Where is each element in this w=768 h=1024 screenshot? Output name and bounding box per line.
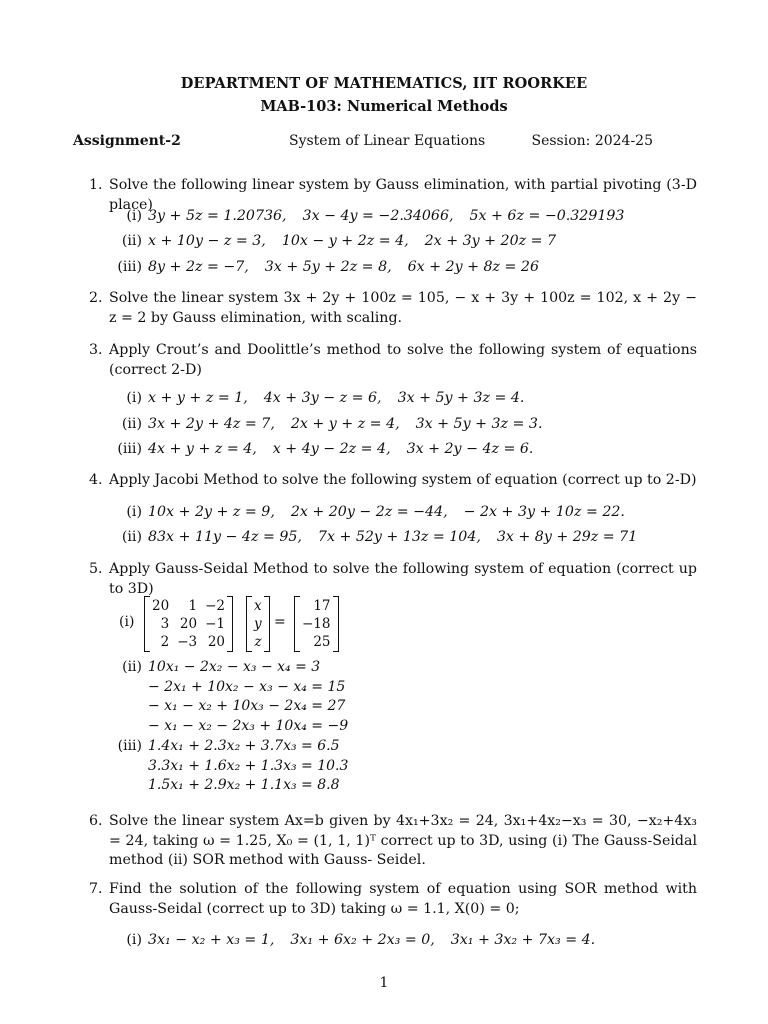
vector-cell: y [254,616,262,632]
matrix-cell: 3 [160,616,170,632]
question-number: 6. [89,813,103,829]
rhs-vector [294,596,339,652]
question-text: Solve the following linear system by Gauss elimination, with partial pivoting (3-D place) [109,177,697,213]
equation: − x₁ − x₂ − 2x₃ + 10x₄ = −9 [148,717,349,734]
equation: 6x + 2y + 8z = 26 [407,259,539,275]
equation: 3x + 5y + 3z = 4. [397,390,525,406]
question-text: Apply Jacobi Method to solve the following system of equation (correct up to 2-D) [109,472,697,488]
equation: x + y + z = 1, [148,390,248,406]
equals-sign: = [274,614,286,630]
vector-cell: x [254,598,262,614]
matrix-cell: 20 [152,598,170,614]
equation: 2x + 20y − 2z = −44, [290,504,448,520]
q5-part-ii [110,658,348,736]
coefficient-matrix [144,596,233,652]
matrix-cell: 20 [207,634,225,650]
q5-part-iii [110,737,348,796]
question-6 [89,812,697,871]
question-number: 1. [89,177,103,193]
equation: 3.3x₁ + 1.6x₂ + 1.3x₃ = 10.3 [148,757,349,774]
equation: 3x₁ − x₂ + x₃ = 1, [148,932,275,948]
part-label: (ii) [121,233,142,249]
part-label: (i) [119,614,135,630]
q3-part-i [110,389,700,408]
matrix-cell: 2 [160,634,170,650]
equation: 3x + 2y + 4z = 7, [148,416,275,432]
question-text: Apply Crout’s and Doolittle’s method to solve the following system of equations (correct 2-D) [109,342,697,378]
part-label: (i) [126,504,142,520]
equation: 10x₁ − 2x₂ − x₃ − x₄ = 3 [148,659,321,675]
equation: 1.4x₁ + 2.3x₂ + 3.7x₃ = 6.5 [148,738,340,754]
question-number: 5. [89,561,103,577]
course-title: MAB-103: Numerical Methods [260,98,508,115]
question-number: 7. [89,881,103,897]
q4-part-ii [110,528,700,547]
equation: 83x + 11y − 4z = 95, [148,529,302,545]
vector-cell: 25 [313,634,331,650]
page-number: 1 [379,975,389,991]
equation: 3x + 8y + 29z = 71 [496,529,638,545]
part-label: (ii) [121,416,142,432]
matrix-cell: 1 [188,598,198,614]
equation: 4x + 3y − z = 6, [263,390,382,406]
q3-part-ii [110,415,700,434]
equation: 10x + 2y + z = 9, [148,504,275,520]
q1-part-i [110,207,700,226]
equation: 3x − 4y = −2.34066, [302,208,454,224]
equation: 7x + 52y + 13z = 104, [317,529,481,545]
equation: 8y + 2z = −7, [148,259,249,275]
equation: 3x + 5y + 3z = 3. [415,416,543,432]
session-label: Session: 2024-25 [531,133,653,149]
equation: 3x₁ + 3x₂ + 7x₃ = 4. [450,932,596,948]
q1-part-iii [110,258,700,277]
question-3 [89,341,697,380]
q4-part-i [110,503,700,522]
equation: 3x₁ + 6x₂ + 2x₃ = 0, [290,932,435,948]
topic-label: System of Linear Equations [289,133,486,149]
part-label: (iii) [117,441,142,457]
q7-part-i [110,931,700,950]
equation: 1.5x₁ + 2.9x₂ + 1.1x₃ = 8.8 [148,777,340,793]
matrix-cell: 20 [179,616,198,632]
question-2 [89,289,697,328]
q1-part-ii [110,232,700,251]
equation: 10x − y + 2z = 4, [281,233,409,249]
matrix-cell: −2 [205,598,225,614]
part-label: (i) [126,390,142,406]
equation: − 2x₁ + 10x₂ − x₃ − x₄ = 15 [148,678,346,695]
q3-part-iii [110,440,700,459]
equation: 5x + 6z = −0.329193 [469,208,625,224]
question-5 [89,560,697,599]
question-text: Find the solution of the following system of equation using SOR method with Gauss-Seidal (correct up to 3D) taking ω = 1.1, X(0) = 0; [109,881,697,917]
question-text: Apply Gauss-Seidal Method to solve the following system of equation (correct up to 3D) [109,561,697,597]
equation: 3y + 5z = 1.20736, [148,208,287,224]
equation: 2x + 3y + 20z = 7 [424,233,557,249]
equation: x + 4y − 2z = 4, [272,441,391,457]
assignment-label: Assignment-2 [73,133,181,149]
question-number: 3. [89,342,103,358]
matrix-cell: −3 [177,634,198,650]
part-label: (i) [126,208,142,224]
department-title: DEPARTMENT OF MATHEMATICS, IIT ROORKEE [180,75,588,92]
part-label: (i) [126,932,142,948]
vector-cell: 17 [313,598,331,614]
assignment-meta [73,133,653,153]
equation: 4x + y + z = 4, [148,441,257,457]
equation: 3x + 5y + 2z = 8, [264,259,392,275]
question-text: Solve the linear system 3x + 2y + 100z = 105, − x + 3y + 100z = 102, x + 2y − z = 2 by Gauss elimination, with scaling. [109,290,697,326]
part-label: (iii) [117,259,142,275]
equation: − x₁ − x₂ + 10x₃ − 2x₄ = 27 [148,698,346,714]
question-number: 2. [89,290,103,306]
question-4 [89,471,697,491]
vector-cell: −18 [302,616,331,632]
part-label: (ii) [122,659,142,675]
question-number: 4. [89,472,103,488]
variable-vector [246,596,270,652]
part-label: (ii) [121,529,142,545]
equation: x + 10y − z = 3, [148,233,266,249]
equation: 2x + y + z = 4, [290,416,400,432]
equation: − 2x + 3y + 10z = 22. [463,504,625,520]
matrix-cell: −1 [205,616,225,632]
vector-cell: z [254,634,262,650]
part-label: (iii) [117,738,142,754]
question-7 [89,880,697,919]
question-text: Solve the linear system Ax=b given by 4x₁+3x₂ = 24, 3x₁+4x₂−x₃ = 30, −x₂+4x₃ = 24, taking ω = 1.25, X₀ = (1, 1, 1)ᵀ correct up to 3D, using (i) The Gauss-Seidal method (ii) SOR method with Gauss- Seidel. [109,813,697,868]
equation: 3x + 2y − 4z = 6. [406,441,534,457]
